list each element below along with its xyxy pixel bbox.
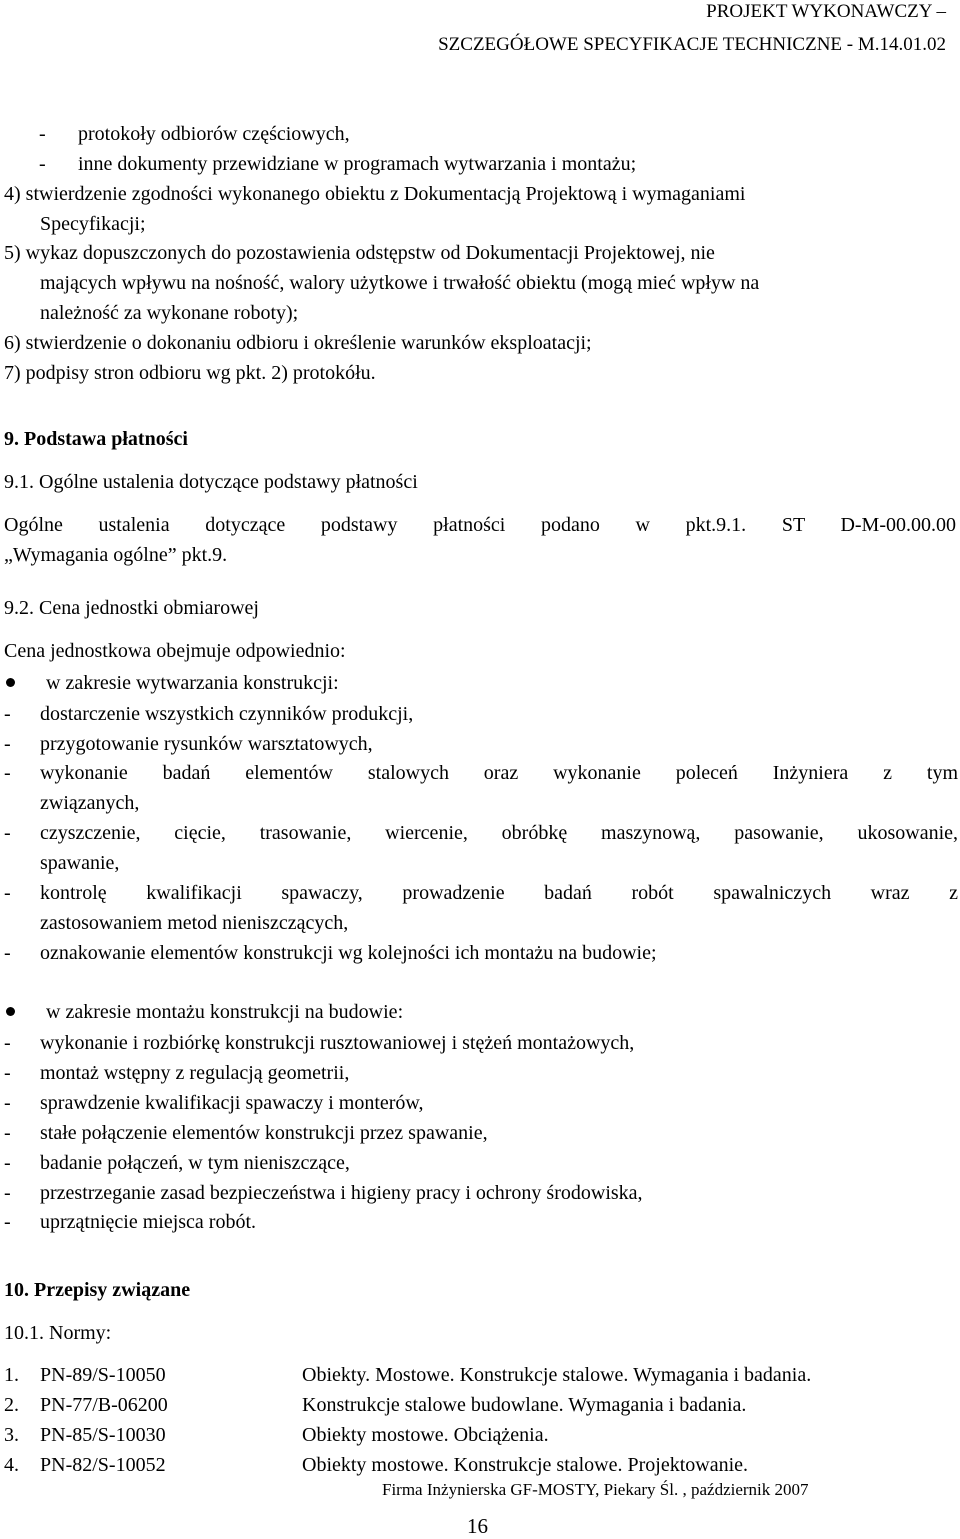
list-dash: - bbox=[4, 882, 11, 904]
list-dash: - bbox=[4, 1122, 11, 1144]
list-item: czyszczenie, cięcie, trasowanie, wiercenie, obróbkę maszynową, pasowanie, ukosowanie, bbox=[40, 822, 958, 844]
list-dash: - bbox=[4, 1062, 11, 1084]
list-item-continuation: związanych, bbox=[40, 792, 140, 814]
group-title: w zakresie wytwarzania konstrukcji: bbox=[46, 672, 339, 694]
norm-number: 1. bbox=[4, 1364, 19, 1386]
list-item-continuation: zastosowaniem metod nieniszczących, bbox=[40, 912, 349, 934]
list-item: wykonanie badań elementów stalowych oraz wykonanie poleceń Inżyniera z tym bbox=[40, 762, 958, 784]
list-item: montaż wstępny z regulacją geometrii, bbox=[40, 1062, 350, 1084]
list-item: protokoły odbiorów częściowych, bbox=[78, 123, 350, 145]
list-item: dostarczenie wszystkich czynników produkcji, bbox=[40, 703, 414, 725]
norm-title: Obiekty mostowe. Obciążenia. bbox=[302, 1424, 549, 1446]
list-dash: - bbox=[4, 733, 11, 755]
paragraph-line: „Wymagania ogólne” pkt.9. bbox=[4, 544, 228, 566]
list-item: 6) stwierdzenie o dokonaniu odbioru i określenie warunków eksploatacji; bbox=[4, 332, 592, 354]
norm-number: 3. bbox=[4, 1424, 19, 1446]
section-heading: 10. Przepisy związane bbox=[4, 1279, 191, 1301]
paragraph-line: Cena jednostkowa obejmuje odpowiednio: bbox=[4, 640, 346, 662]
page-number: 16 bbox=[467, 1514, 488, 1538]
bullet-icon bbox=[6, 678, 15, 687]
list-dash: - bbox=[4, 1092, 11, 1114]
list-item: sprawdzenie kwalifikacji spawaczy i monterów, bbox=[40, 1092, 424, 1114]
footer-company: Firma Inżynierska GF-MOSTY, Piekary Śl. , październik 2007 bbox=[382, 1480, 809, 1499]
list-dash: - bbox=[4, 1182, 11, 1204]
list-dash: - bbox=[4, 1211, 11, 1233]
bullet-icon bbox=[6, 1007, 15, 1016]
subsection-heading: 9.1. Ogólne ustalenia dotyczące podstawy płatności bbox=[4, 471, 418, 493]
list-item: wykonanie i rozbiórkę konstrukcji rusztowaniowej i stężeń montażowych, bbox=[40, 1032, 635, 1054]
list-item: inne dokumenty przewidziane w programach wytwarzania i montażu; bbox=[78, 153, 637, 175]
list-item: 5) wykaz dopuszczonych do pozostawienia odstępstw od Dokumentacji Projektowej, nie bbox=[4, 242, 715, 264]
subsection-heading: 9.2. Cena jednostki obmiarowej bbox=[4, 597, 259, 619]
list-item-continuation: Specyfikacji; bbox=[40, 213, 146, 235]
norm-title: Obiekty mostowe. Konstrukcje stalowe. Projektowanie. bbox=[302, 1454, 749, 1476]
list-item: przygotowanie rysunków warsztatowych, bbox=[40, 733, 373, 755]
section-heading: 9. Podstawa płatności bbox=[4, 428, 188, 450]
norm-code: PN-89/S-10050 bbox=[40, 1364, 166, 1386]
list-dash: - bbox=[4, 822, 11, 844]
header-title-line1: PROJEKT WYKONAWCZY – bbox=[706, 1, 946, 22]
list-item: przestrzeganie zasad bezpieczeństwa i higieny pracy i ochrony środowiska, bbox=[40, 1182, 643, 1204]
list-item: uprzątnięcie miejsca robót. bbox=[40, 1211, 257, 1233]
paragraph-line: Ogólne ustalenia dotyczące podstawy płatności podano w pkt.9.1. ST D-M-00.00.00 bbox=[4, 514, 956, 536]
norm-number: 2. bbox=[4, 1394, 19, 1416]
list-item: badanie połączeń, w tym nieniszczące, bbox=[40, 1152, 350, 1174]
list-item: 7) podpisy stron odbioru wg pkt. 2) protokółu. bbox=[4, 362, 376, 384]
list-dash: - bbox=[4, 1152, 11, 1174]
list-dash: - bbox=[39, 153, 46, 175]
list-dash: - bbox=[4, 762, 11, 784]
norm-number: 4. bbox=[4, 1454, 19, 1476]
list-item: oznakowanie elementów konstrukcji wg kolejności ich montażu na budowie; bbox=[40, 942, 657, 964]
list-item: stałe połączenie elementów konstrukcji przez spawanie, bbox=[40, 1122, 488, 1144]
group-title: w zakresie montażu konstrukcji na budowie: bbox=[46, 1001, 404, 1023]
norm-code: PN-77/B-06200 bbox=[40, 1394, 168, 1416]
list-dash: - bbox=[4, 703, 11, 725]
list-dash: - bbox=[4, 942, 11, 964]
subsection-heading: 10.1. Normy: bbox=[4, 1322, 112, 1344]
norm-title: Konstrukcje stalowe budowlane. Wymagania i badania. bbox=[302, 1394, 747, 1416]
list-item-continuation: należność za wykonane roboty); bbox=[40, 302, 299, 324]
list-item-continuation: spawanie, bbox=[40, 852, 120, 874]
norm-code: PN-85/S-10030 bbox=[40, 1424, 166, 1446]
list-dash: - bbox=[39, 123, 46, 145]
header-title-line2: SZCZEGÓŁOWE SPECYFIKACJE TECHNICZNE - M.14.01.02 bbox=[438, 34, 946, 55]
list-item: kontrolę kwalifikacji spawaczy, prowadzenie badań robót spawalniczych wraz z bbox=[40, 882, 958, 904]
list-item: 4) stwierdzenie zgodności wykonanego obiektu z Dokumentacją Projektową i wymaganiami bbox=[4, 183, 746, 205]
list-item-continuation: mających wpływu na nośność, walory użytkowe i trwałość obiektu (mogą mieć wpływ na bbox=[40, 272, 760, 294]
list-dash: - bbox=[4, 1032, 11, 1054]
norm-title: Obiekty. Mostowe. Konstrukcje stalowe. Wymagania i badania. bbox=[302, 1364, 812, 1386]
norm-code: PN-82/S-10052 bbox=[40, 1454, 166, 1476]
